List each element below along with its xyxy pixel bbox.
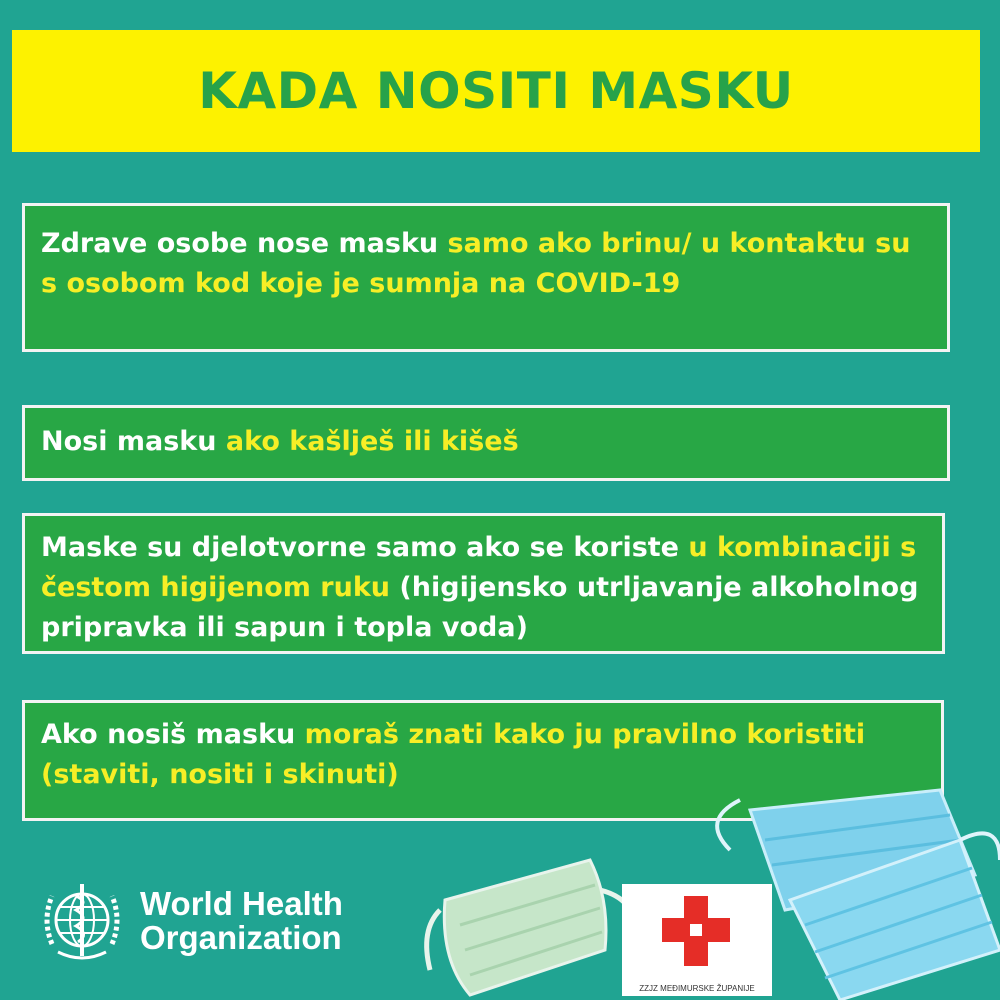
info-card-healthy-people (22, 203, 950, 352)
info-card-hand-hygiene (22, 513, 945, 654)
card-highlight: moraš znati kako ju pravilno koristiti (staviti, nositi i skinuti) (41, 719, 866, 790)
card-text: Ako nosiš masku (41, 719, 305, 750)
info-card-cough (22, 405, 950, 481)
who-line-2: Organization (140, 919, 342, 956)
red-cross-icon (622, 884, 772, 984)
card-highlight: u kombinaciji s čestom higijenom ruku (41, 532, 917, 603)
who-emblem-icon (36, 876, 128, 966)
card-highlight: ako kašlješ ili kišeš (225, 426, 519, 457)
card-text: Nosi masku (41, 426, 226, 457)
card-text-after: (higijensko utrljavanje alkoholnog pripravka ili sapun i topla voda) (41, 572, 919, 643)
title-banner (12, 30, 980, 152)
card-highlight: samo ako brinu/ u kontaktu su s osobom kod koje je sumnja na COVID-19 (41, 228, 911, 299)
page-title: KADA NOSITI MASKU (198, 62, 794, 120)
zzjz-caption: ZZJZ MEĐIMURSKE ŽUPANIJE (639, 984, 755, 993)
who-logo (36, 876, 343, 966)
face-mask-green (427, 860, 636, 995)
who-line-1: World Health (140, 885, 343, 922)
zzjz-logo (622, 884, 772, 996)
who-wordmark (140, 887, 343, 955)
card-text: Zdrave osobe nose masku (41, 228, 448, 259)
card-text: Maske su djelotvorne samo ako se koriste (41, 532, 689, 563)
